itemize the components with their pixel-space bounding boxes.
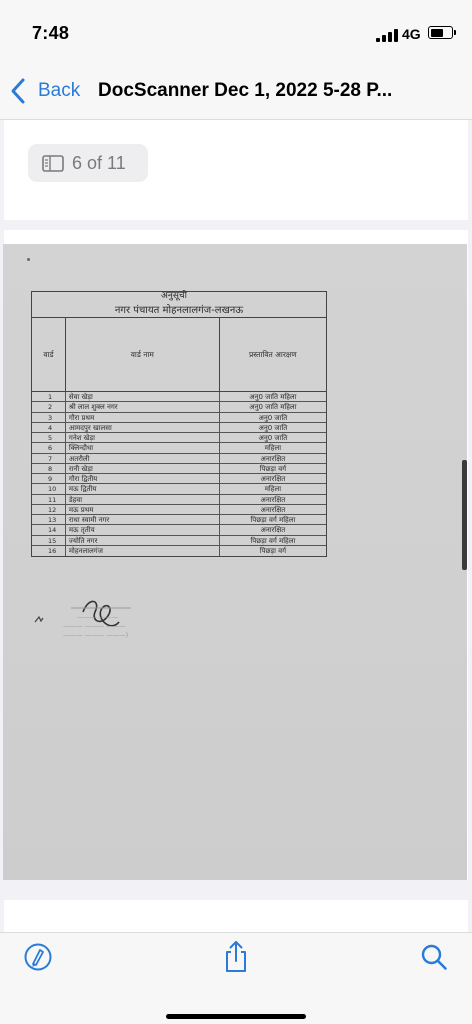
table-row: [32, 536, 326, 546]
chevron-left-icon: [8, 77, 30, 105]
ward-name-cell: क्लिन्दौधा: [66, 443, 220, 452]
reservation-cell: अनु0 जाति: [258, 434, 288, 442]
ward-number-cell: 7: [32, 454, 66, 463]
cellular-signal-icon: [376, 29, 398, 42]
battery-cap: [454, 30, 456, 35]
battery-icon: [428, 26, 453, 39]
status-time: 7:48: [32, 23, 70, 43]
page-edge: [462, 460, 467, 570]
ward-number-cell: 16: [32, 546, 66, 556]
reservation-cell: अनारक्षित: [260, 495, 286, 504]
ward-name-cell: रानी खेड़ा: [66, 464, 220, 473]
scanned-document: [3, 244, 467, 880]
ward-number-cell: 4: [32, 423, 66, 432]
ward-name-cell: सेवा खेड़ा: [66, 392, 220, 401]
table-body: [32, 392, 326, 556]
speck: [27, 258, 30, 261]
ward-name-cell: गौरा प्रथम: [66, 413, 220, 422]
reservation-cell: पिछड़ा वर्ग महिला: [250, 536, 296, 545]
ward-number-cell: 12: [32, 505, 66, 514]
ward-number-cell: 1: [32, 392, 66, 401]
column-header: प्रस्तावित आरक्षण: [249, 349, 297, 359]
back-button[interactable]: [8, 76, 80, 106]
column-header: वार्ड नाम: [66, 318, 220, 391]
table-row: [32, 392, 326, 402]
reservation-cell: अनारक्षित: [260, 526, 286, 535]
ward-name-cell: गौरा द्वितीय: [66, 474, 220, 483]
network-type: 4G: [402, 26, 421, 42]
ward-number-cell: 6: [32, 443, 66, 452]
table-row: [32, 525, 326, 535]
reservation-cell: अनु0 जाति महिला: [249, 403, 297, 412]
reservation-cell: पिछड़ा वर्ग: [259, 546, 287, 555]
ward-number-cell: 11: [32, 495, 66, 504]
page-indicator-label: 6 of 11: [72, 152, 126, 173]
scanned-page[interactable]: [3, 244, 467, 880]
reservation-cell: अनु0 जाति: [258, 413, 288, 422]
ward-name-cell: अतरौली: [66, 454, 220, 463]
reservation-cell: अनु0 जाति महिला: [249, 393, 297, 401]
next-page-card: [4, 900, 468, 932]
bottom-toolbar: [0, 932, 472, 1024]
markup-button[interactable]: [18, 937, 58, 977]
navigation-bar: [0, 62, 472, 120]
reservation-cell: अनारक्षित: [260, 505, 286, 514]
reservation-cell: अनारक्षित: [260, 475, 286, 483]
ward-number-cell: 5: [32, 433, 66, 442]
document-viewer[interactable]: [0, 120, 472, 932]
reservation-cell: अनारक्षित: [260, 454, 286, 463]
page-icon: [42, 155, 64, 172]
search-button[interactable]: [414, 937, 454, 977]
table-row: [32, 484, 326, 494]
table-row: [32, 454, 326, 464]
share-button[interactable]: [216, 937, 256, 977]
ward-name-cell: गनेश खेड़ा: [66, 433, 220, 442]
ward-name-cell: मऊ प्रथम: [66, 505, 220, 514]
ward-number-cell: 8: [32, 464, 66, 473]
table-row: [32, 474, 326, 484]
ward-name-cell: राधा स्वामी नगर: [66, 515, 220, 524]
column-header: वार्ड: [32, 318, 66, 391]
ward-name-cell: ज्योति नगर: [66, 536, 220, 545]
reservation-table: [31, 291, 327, 557]
ward-name-cell: श्री लाल शुक्ल नगर: [66, 402, 220, 411]
ward-name-cell: मोहनलालगंज: [66, 546, 220, 556]
ward-name-cell: मऊ द्वितीय: [66, 484, 220, 493]
search-icon: [420, 943, 448, 971]
document-heading: अनुसूची: [161, 291, 188, 301]
table-title: नगर पंचायत मोहनलालगंज-लखनऊ: [32, 292, 326, 318]
back-label: Back: [38, 80, 81, 101]
table-row: [32, 495, 326, 505]
table-row: [32, 423, 326, 433]
markup-icon: [23, 942, 53, 972]
ward-number-cell: 14: [32, 525, 66, 534]
table-row: [32, 443, 326, 453]
status-bar: [0, 0, 472, 62]
ward-number-cell: 2: [32, 402, 66, 411]
reservation-cell: महिला: [264, 444, 282, 453]
official-stamp: ——— ——— ——— ——— ——— ——— ——— ———): [63, 613, 129, 639]
ward-number-cell: 9: [32, 474, 66, 483]
ward-number-cell: 13: [32, 515, 66, 524]
ward-number-cell: 3: [32, 413, 66, 422]
ward-number-cell: 10: [32, 484, 66, 493]
ward-number-cell: 15: [32, 536, 66, 545]
previous-page-card: [4, 120, 468, 220]
table-row: [32, 515, 326, 525]
home-indicator[interactable]: [166, 1014, 306, 1019]
table-row: [32, 464, 326, 474]
table-row: [32, 505, 326, 515]
document-title: DocScanner Dec 1, 2022 5-28 P...: [98, 80, 393, 101]
page-indicator[interactable]: [28, 144, 148, 182]
reservation-cell: पिछड़ा वर्ग महिला: [250, 516, 296, 524]
ward-name-cell: आमदपुर खालसा: [66, 423, 220, 432]
share-icon: [222, 940, 250, 974]
ward-name-cell: डेहवा: [66, 495, 220, 504]
reservation-cell: पिछड़ा वर्ग: [259, 464, 287, 473]
table-row: [32, 402, 326, 412]
table-row: [32, 433, 326, 443]
ward-name-cell: मऊ तृतीय: [66, 525, 220, 534]
table-header: [32, 318, 326, 392]
reservation-cell: महिला: [264, 485, 282, 494]
table-row: [32, 546, 326, 556]
reservation-cell: अनु0 जाति: [258, 423, 288, 432]
table-row: [32, 413, 326, 423]
